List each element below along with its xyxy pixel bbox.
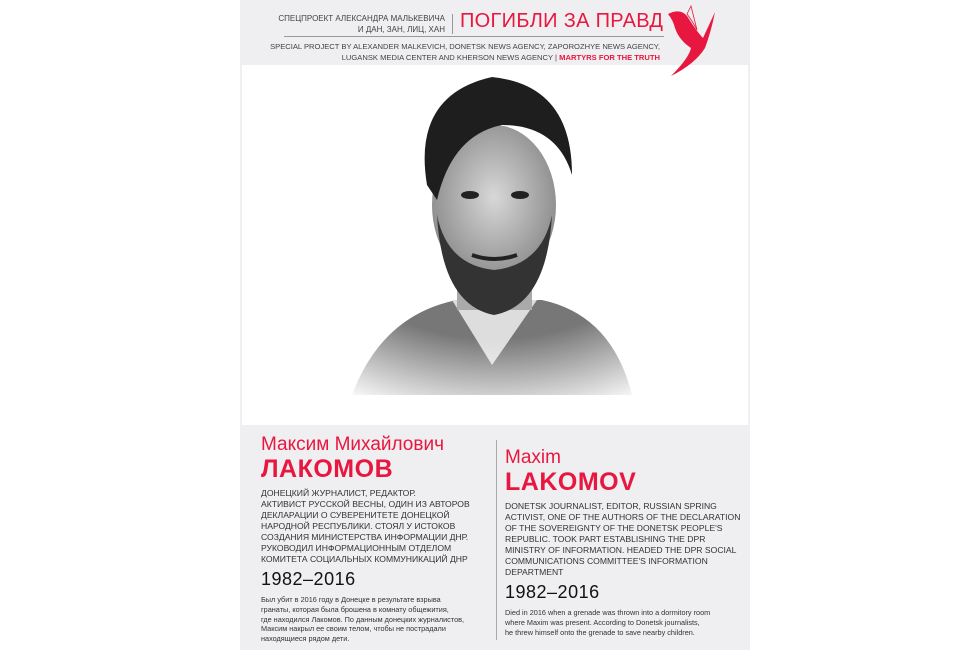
ru-subtitle-line: СПЕЦПРОЕКТ АЛЕКСАНДРА МАЛЬКЕВИЧА [278,14,445,23]
en-subtitle-line: SPECIAL PROJECT BY ALEXANDER MALKEVICH, DONETSK NEWS AGENCY, ZAPOROZHYE NEWS AGENCY, [270,42,660,51]
death-line: гранаты, которая была брошена в комнату общежития, [261,604,449,614]
death-line: находящиеся рядом дети. [261,634,350,644]
death-line: where Maxim was present. According to Donetsk journalists, [505,617,700,627]
death-line: Died in 2016 when a grenade was thrown into a dormitory room [505,608,711,617]
bio-line: КОМИТЕТА СОЦИАЛЬНЫХ КОММУНИКАЦИЙ ДНР [261,554,468,564]
divider [452,14,453,34]
bio-line: ДОНЕЦКИЙ ЖУРНАЛИСТ, РЕДАКТОР. [261,488,416,498]
bio-line: РУКОВОДИЛ ИНФОРМАЦИОННЫМ ОТДЕЛОМ [261,543,452,553]
death-line: Максим накрыл ее своим телом, чтобы не пострадали [261,624,446,634]
en-years: 1982–2016 [505,582,600,602]
death-line: he threw himself onto the grenade to save nearby children. [505,627,695,637]
bio-line: MINISTRY OF INFORMATION. HEADED THE DPR SOCIAL [505,545,737,555]
en-subtitle-line: LUGANSK MEDIA CENTER AND KHERSON NEWS AGENCY | [341,53,558,62]
en-death-note [505,608,740,637]
bio-line: АКТИВИСТ РУССКОЙ ВЕСНЫ, ОДИН ИЗ АВТОРОВ [261,499,470,509]
death-line: где находился Лакомов. По данным донецких журналистов, [261,614,465,624]
death-line: Был убит в 2016 году в Донецке в результате взрыва [261,595,441,604]
bio-line: НАРОДНОЙ РЕСПУБЛИКИ. СТОЯЛ У ИСТОКОВ [261,521,456,531]
english-column [505,448,740,637]
bio-line: ДЕКЛАРАЦИИ О СУВЕРЕНИТЕТЕ ДОНЕЦКОЙ [261,510,450,520]
bio-line: ACTIVIST, ONE OF THE AUTHORS OF THE DECLARATION [505,512,741,522]
en-project-title: MARTYRS FOR THE TRUTH [559,53,660,62]
ru-death-note [261,595,470,644]
en-subtitle [270,41,660,63]
bio-line: OF THE SOVEREIGNTY OF THE DONETSK PEOPLE'S [505,523,723,533]
ru-first-name: Максим Михайлович [261,434,444,455]
en-bio [505,501,740,578]
en-last-name: LAKOMOV [505,468,637,496]
divider [284,36,664,37]
memorial-poster [240,0,750,650]
portrait-image [242,65,748,425]
column-divider [496,440,497,640]
bio-line: COMMUNICATIONS COMMITTEE'S INFORMATION [505,556,708,566]
bio-line: DEPARTMENT [505,567,564,577]
ru-subtitle [278,13,445,35]
bio-line: DONETSK JOURNALIST, EDITOR, RUSSIAN SPRING [505,501,717,511]
ru-subtitle-line: И ДАН, ЗАН, ЛИЦ, ХАН [357,25,445,34]
russian-column [261,435,470,644]
bird-logo-icon [665,2,725,76]
ru-project-title: ПОГИБЛИ ЗА ПРАВД [460,10,664,32]
bio-line: REPUBLIC. TOOK PART ESTABLISHING THE DPR [505,534,706,544]
ru-last-name: ЛАКОМОВ [261,455,394,483]
bio-line: СОЗДАНИЯ МИНИСТЕРСТВА ИНФОРМАЦИИ ДНР. [261,532,469,542]
ru-years: 1982–2016 [261,569,356,589]
en-first-name: Maxim [505,447,561,468]
ru-bio [261,488,470,565]
